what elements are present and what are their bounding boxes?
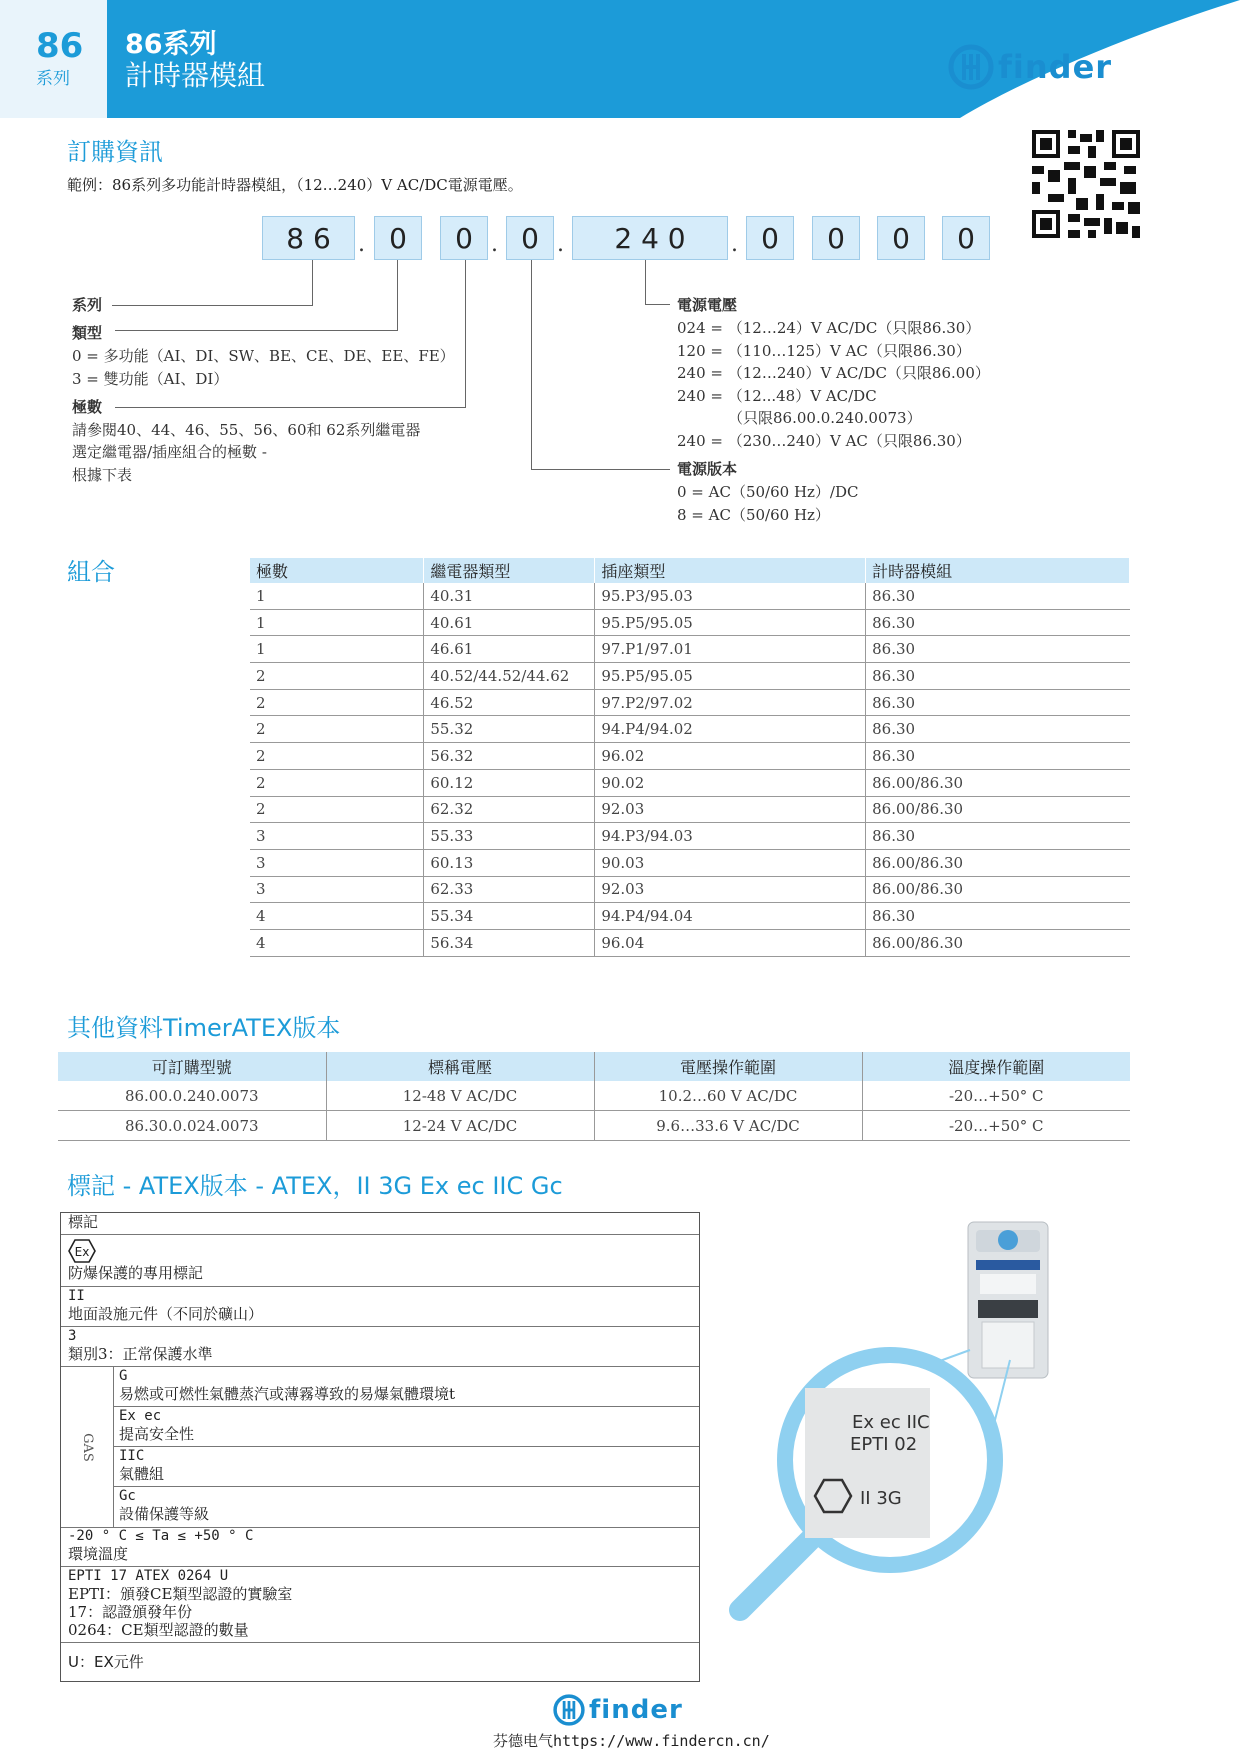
table-cell: 46.52 xyxy=(424,689,595,716)
marking-exec-row xyxy=(113,1407,699,1447)
marking-u: U：EX元件 xyxy=(68,1653,144,1671)
marking-cert-row xyxy=(61,1567,699,1643)
photo-label-3: II 3G xyxy=(860,1488,902,1509)
table-cell: -20…+50° C xyxy=(862,1111,1130,1141)
marking-g-desc: 易燃或可燃性氣體蒸汽或薄霧導致的易爆氣體環境t xyxy=(119,1385,456,1403)
label-series: 系列 xyxy=(72,296,103,314)
table-row xyxy=(250,689,1130,716)
table-cell: 55.33 xyxy=(424,823,595,850)
table-cell: 95.P3/95.03 xyxy=(595,583,866,609)
code-digit-box xyxy=(942,216,990,260)
code-dot: . xyxy=(358,232,365,257)
page-title: 計時器模組 xyxy=(125,59,266,92)
marking-iic-row xyxy=(113,1447,699,1487)
table-cell: 60.12 xyxy=(424,769,595,796)
finder-logo xyxy=(948,44,1112,90)
atex-header-cell: 標稱電壓 xyxy=(326,1052,594,1081)
table-cell: 94.P4/94.02 xyxy=(595,716,866,743)
label-version: 電源版本 xyxy=(677,460,738,478)
code-digits: 0 xyxy=(892,221,910,255)
table-cell: 62.33 xyxy=(424,876,595,903)
table-cell: 1 xyxy=(250,636,424,663)
marking-exec: Ex ec xyxy=(119,1408,162,1424)
table-cell: 40.31 xyxy=(424,583,595,609)
label-voltage-2: 120 = （110…125）V AC（只限86.30） xyxy=(677,342,971,360)
table-cell: 86.30 xyxy=(866,823,1130,850)
footer-logo-text: finder xyxy=(589,1695,683,1725)
code-dot: . xyxy=(731,232,738,257)
atex-header-cell: 電壓操作範圍 xyxy=(594,1052,862,1081)
table-cell: 2 xyxy=(250,716,424,743)
connector-line xyxy=(112,305,313,306)
table-cell: 3 xyxy=(250,876,424,903)
series-number: 86 xyxy=(36,26,84,66)
table-cell: 86.30 xyxy=(866,609,1130,636)
table-cell: 86.00/86.30 xyxy=(866,876,1130,903)
marking-ii-desc: 地面設施元件（不同於礦山） xyxy=(68,1305,264,1323)
table-cell: 40.52/44.52/44.62 xyxy=(424,663,595,690)
code-version-box xyxy=(506,216,554,260)
table-cell: 12-24 V AC/DC xyxy=(326,1111,594,1141)
svg-text:Ex: Ex xyxy=(74,1245,90,1259)
table-cell: 95.P5/95.05 xyxy=(595,609,866,636)
label-voltage-5: 240 = （230…240）V AC（只限86.30） xyxy=(677,432,971,450)
code-digits: 2 4 0 xyxy=(614,221,686,255)
table-cell: 60.13 xyxy=(424,849,595,876)
combo-header-row xyxy=(250,558,1130,583)
marking-head-row xyxy=(61,1213,699,1235)
table-cell: 90.02 xyxy=(595,769,866,796)
series-label: 86系列 xyxy=(125,29,217,60)
table-cell: -20…+50° C xyxy=(862,1081,1130,1111)
label-poles-3: 根據下表 xyxy=(72,466,133,484)
table-cell: 97.P2/97.02 xyxy=(595,689,866,716)
code-series-box xyxy=(262,216,355,260)
table-cell: 2 xyxy=(250,769,424,796)
code-digit-box xyxy=(746,216,794,260)
table-row xyxy=(58,1111,1130,1141)
table-row xyxy=(250,796,1130,823)
label-type-0: 0 = 多功能（AI、DI、SW、BE、CE、DE、EE、FE） xyxy=(72,347,455,365)
table-row xyxy=(250,609,1130,636)
table-row xyxy=(250,823,1130,850)
table-row xyxy=(250,743,1130,770)
table-cell: 2 xyxy=(250,743,424,770)
connector-line xyxy=(531,469,670,470)
combo-header-cell: 極數 xyxy=(250,558,424,583)
marking-temp-row xyxy=(61,1527,699,1567)
table-cell: 3 xyxy=(250,849,424,876)
combo-header-cell: 插座類型 xyxy=(595,558,866,583)
marking-cert-3: 0264：CE類型認證的數量 xyxy=(68,1621,249,1639)
marking-g-row xyxy=(113,1367,699,1407)
label-voltage-3: 240 = （12…240）V AC/DC（只限86.00） xyxy=(677,364,990,382)
atex-table xyxy=(58,1052,1130,1141)
marking-g: G xyxy=(119,1368,128,1384)
product-photo-illustration xyxy=(720,1210,1140,1630)
finder-logo-icon xyxy=(948,44,994,90)
marking-ii-row xyxy=(61,1287,699,1327)
table-cell: 3 xyxy=(250,823,424,850)
table-row xyxy=(250,636,1130,663)
table-cell: 46.61 xyxy=(424,636,595,663)
label-voltage-4b: （只限86.00.0.240.0073） xyxy=(728,409,922,427)
label-version-2: 8 = AC（50/60 Hz） xyxy=(677,506,830,524)
photo-label-1: Ex ec IIC xyxy=(852,1412,930,1433)
connector-line xyxy=(465,260,466,408)
table-cell: 4 xyxy=(250,929,424,956)
gas-label: GAS xyxy=(79,1432,95,1462)
table-cell: 86.30 xyxy=(866,716,1130,743)
code-dot: . xyxy=(557,232,564,257)
label-voltage-1: 024 = （12…24）V AC/DC（只限86.30） xyxy=(677,319,981,337)
code-digits: 0 xyxy=(521,221,539,255)
table-cell: 86.30 xyxy=(866,663,1130,690)
table-cell: 86.00/86.30 xyxy=(866,796,1130,823)
connector-line xyxy=(115,407,466,408)
code-digits: 8 6 xyxy=(286,221,331,255)
table-row xyxy=(250,769,1130,796)
table-cell: 86.00/86.30 xyxy=(866,929,1130,956)
marking-cat-row xyxy=(61,1327,699,1367)
table-cell: 86.00/86.30 xyxy=(866,849,1130,876)
table-row xyxy=(250,903,1130,930)
marking-gc: Gc xyxy=(119,1488,136,1504)
marking-gc-desc: 設備保護等級 xyxy=(119,1505,210,1523)
table-cell: 86.30 xyxy=(866,743,1130,770)
table-cell: 2 xyxy=(250,796,424,823)
table-cell: 1 xyxy=(250,583,424,609)
gas-group xyxy=(61,1367,699,1528)
marking-u-row xyxy=(61,1643,699,1681)
table-cell: 12-48 V AC/DC xyxy=(326,1081,594,1111)
marking-exec-desc: 提高安全性 xyxy=(119,1425,195,1443)
label-poles: 極數 xyxy=(72,398,103,416)
table-cell: 9.6…33.6 V AC/DC xyxy=(594,1111,862,1141)
table-cell: 2 xyxy=(250,663,424,690)
table-row xyxy=(58,1081,1130,1111)
table-row xyxy=(250,876,1130,903)
code-digits: 0 xyxy=(455,221,473,255)
connector-line xyxy=(312,260,313,306)
atex-header-cell: 可訂購型號 xyxy=(58,1052,326,1081)
footer-text: 芬德电气https://www.findercn.cn/ xyxy=(493,1732,770,1750)
table-row xyxy=(250,716,1130,743)
table-cell: 94.P3/94.03 xyxy=(595,823,866,850)
marking-cat: 3 xyxy=(68,1328,77,1344)
table-cell: 1 xyxy=(250,609,424,636)
connector-line xyxy=(531,260,532,470)
connector-line xyxy=(645,260,646,305)
table-cell: 92.03 xyxy=(595,876,866,903)
marking-section-title: 標記 - ATEX版本 - ATEX，II 3G Ex ec IIC Gc xyxy=(67,1172,563,1200)
marking-ii: II xyxy=(68,1288,85,1304)
code-digit-box xyxy=(877,216,925,260)
table-row xyxy=(250,583,1130,609)
code-digits: 0 xyxy=(827,221,845,255)
table-row xyxy=(250,663,1130,690)
marking-gc-row xyxy=(113,1487,699,1527)
order-example: 範例：86系列多功能計時器模組，（12…240）V AC/DC電源電壓。 xyxy=(67,176,523,194)
table-cell: 62.32 xyxy=(424,796,595,823)
table-cell: 86.30 xyxy=(866,583,1130,609)
code-digits: 0 xyxy=(389,221,407,255)
label-poles-2: 選定繼電器/插座組合的極數 - xyxy=(72,443,267,461)
marking-cert: EPTI 17 ATEX 0264 U xyxy=(68,1568,229,1584)
code-poles-box xyxy=(440,216,488,260)
marking-iic-desc: 氣體組 xyxy=(119,1465,165,1483)
series-sub: 系列 xyxy=(36,69,70,89)
combo-table xyxy=(250,558,1130,957)
table-cell: 40.61 xyxy=(424,609,595,636)
table-cell: 55.32 xyxy=(424,716,595,743)
marking-temp: -20 ° C ≤ Ta ≤ +50 ° C xyxy=(68,1528,254,1544)
code-voltage-box xyxy=(572,216,728,260)
marking-cert-1: EPTI：頒發CE類型認證的實驗室 xyxy=(68,1585,293,1603)
ex-hexagon-icon xyxy=(68,1238,96,1264)
table-cell: 4 xyxy=(250,903,424,930)
table-cell: 96.02 xyxy=(595,743,866,770)
order-section-title: 訂購資訊 xyxy=(67,138,163,166)
table-cell: 2 xyxy=(250,689,424,716)
table-cell: 90.03 xyxy=(595,849,866,876)
table-cell: 56.32 xyxy=(424,743,595,770)
table-cell: 86.00/86.30 xyxy=(866,769,1130,796)
marking-ex-row xyxy=(61,1235,699,1287)
code-dot: . xyxy=(491,232,498,257)
table-cell: 96.04 xyxy=(595,929,866,956)
finder-logo-text: finder xyxy=(998,48,1113,86)
gas-label-cell xyxy=(61,1367,114,1527)
code-type-box xyxy=(374,216,422,260)
marking-ex-desc: 防爆保護的專用標記 xyxy=(68,1264,204,1282)
timer-module-image xyxy=(968,1222,1048,1378)
table-cell: 10.2…60 V AC/DC xyxy=(594,1081,862,1111)
table-cell: 97.P1/97.01 xyxy=(595,636,866,663)
table-cell: 92.03 xyxy=(595,796,866,823)
table-cell: 86.00.0.240.0073 xyxy=(58,1081,326,1111)
table-cell: 95.P5/95.05 xyxy=(595,663,866,690)
atex-header-row xyxy=(58,1052,1130,1081)
marking-iic: IIC xyxy=(119,1448,145,1464)
photo-label-2: EPTI 02 xyxy=(850,1434,918,1455)
combo-section-title: 組合 xyxy=(67,558,115,586)
marking-head: 標記 xyxy=(68,1213,99,1231)
table-cell: 56.34 xyxy=(424,929,595,956)
marking-temp-desc: 環境溫度 xyxy=(68,1545,129,1563)
combo-header-cell: 計時器模組 xyxy=(866,558,1130,583)
marking-cert-2: 17：認證頒發年份 xyxy=(68,1603,193,1621)
table-cell: 86.30 xyxy=(866,903,1130,930)
code-digit-box xyxy=(812,216,860,260)
table-cell: 86.30.0.024.0073 xyxy=(58,1111,326,1141)
magnifier-icon xyxy=(740,1355,995,1610)
table-cell: 86.30 xyxy=(866,636,1130,663)
label-type: 類型 xyxy=(72,324,103,342)
table-cell: 86.30 xyxy=(866,689,1130,716)
footer-logo-icon xyxy=(553,1694,585,1726)
marking-cat-desc: 類別3：正常保護水準 xyxy=(68,1345,213,1363)
label-version-1: 0 = AC（50/60 Hz）/DC xyxy=(677,483,859,501)
combo-header-cell: 繼電器類型 xyxy=(424,558,595,583)
connector-line xyxy=(115,330,398,331)
table-cell: 55.34 xyxy=(424,903,595,930)
label-voltage: 電源電壓 xyxy=(677,296,738,314)
table-row xyxy=(250,849,1130,876)
table-row xyxy=(250,929,1130,956)
atex-header-cell: 溫度操作範圍 xyxy=(862,1052,1130,1081)
code-digits: 0 xyxy=(761,221,779,255)
connector-line xyxy=(645,304,670,305)
qr-code xyxy=(1032,130,1140,238)
table-cell: 94.P4/94.04 xyxy=(595,903,866,930)
connector-line xyxy=(397,260,398,330)
label-poles-1: 請參閱40、44、46、55、56、60和 62系列繼電器 xyxy=(72,421,421,439)
label-type-3: 3 = 雙功能（AI、DI） xyxy=(72,370,229,388)
marking-table xyxy=(60,1212,700,1682)
footer-logo xyxy=(553,1694,683,1726)
atex-section-title: 其他資料TimerATEX版本 xyxy=(67,1014,341,1042)
label-voltage-4: 240 = （12...48）V AC/DC xyxy=(677,387,877,405)
code-digits: 0 xyxy=(957,221,975,255)
